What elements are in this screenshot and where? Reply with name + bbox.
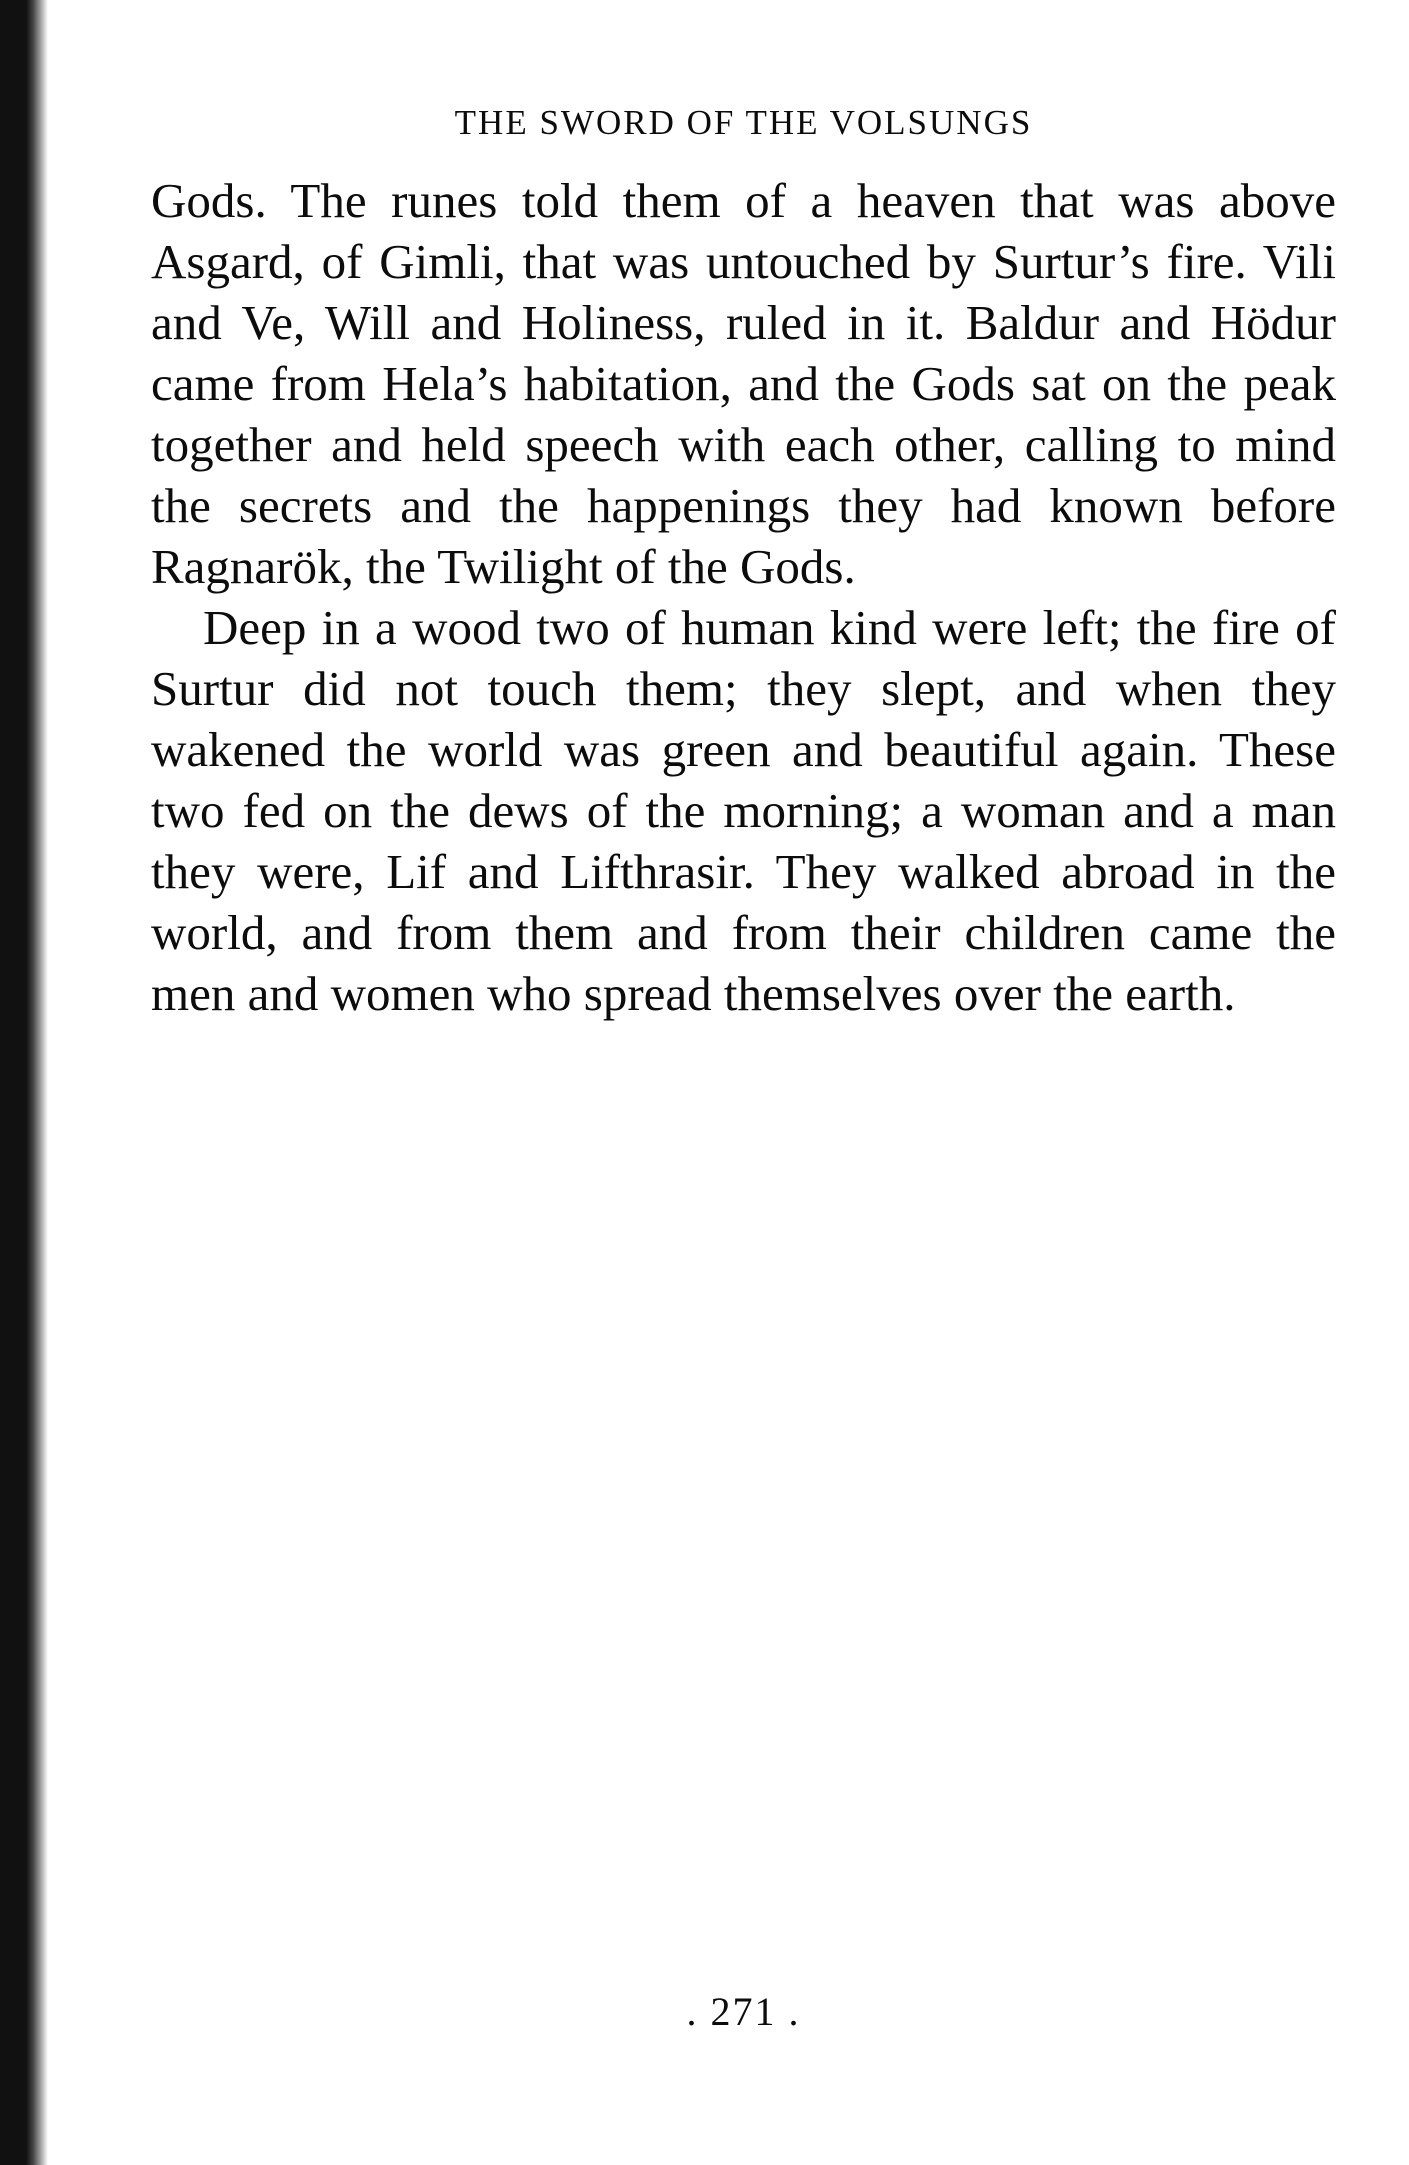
text-line: Gods. The runes told them of a heaven that was above bbox=[151, 173, 1336, 228]
text-line: wakened the world was green and beautiful again. These bbox=[151, 722, 1336, 777]
text-line: men and women who spread themselves over the earth. bbox=[151, 966, 1236, 1021]
text-line: Asgard, of Gimli, that was untouched by Surtur’s fire. Vili bbox=[151, 234, 1336, 289]
text-line: the secrets and the happenings they had known before bbox=[151, 478, 1336, 533]
text-line: Deep in a wood two of human kind were left; the fire of bbox=[203, 600, 1336, 655]
running-head: THE SWORD OF THE VOLSUNGS bbox=[454, 103, 1033, 142]
text-line: came from Hela’s habitation, and the Gods sat on the peak bbox=[151, 356, 1336, 411]
text-line: world, and from them and from their children came the bbox=[151, 905, 1336, 960]
paragraph-1 bbox=[151, 170, 1336, 597]
text-line: Surtur did not touch them; they slept, and when they bbox=[151, 661, 1336, 716]
text-line: they were, Lif and Lifthrasir. They walked abroad in the bbox=[151, 844, 1336, 899]
text-line: Ragnarök, the Twilight of the Gods. bbox=[151, 539, 856, 594]
text-line: together and held speech with each other, calling to mind bbox=[151, 417, 1336, 472]
body-text bbox=[151, 170, 1336, 1024]
page-number: . 271 . bbox=[686, 1989, 801, 2034]
binding-gutter-shadow bbox=[0, 0, 48, 2165]
paragraph-2 bbox=[151, 597, 1336, 1024]
text-line: and Ve, Will and Holiness, ruled in it. Baldur and Hödur bbox=[151, 295, 1336, 350]
text-line: two fed on the dews of the morning; a woman and a man bbox=[151, 783, 1336, 838]
